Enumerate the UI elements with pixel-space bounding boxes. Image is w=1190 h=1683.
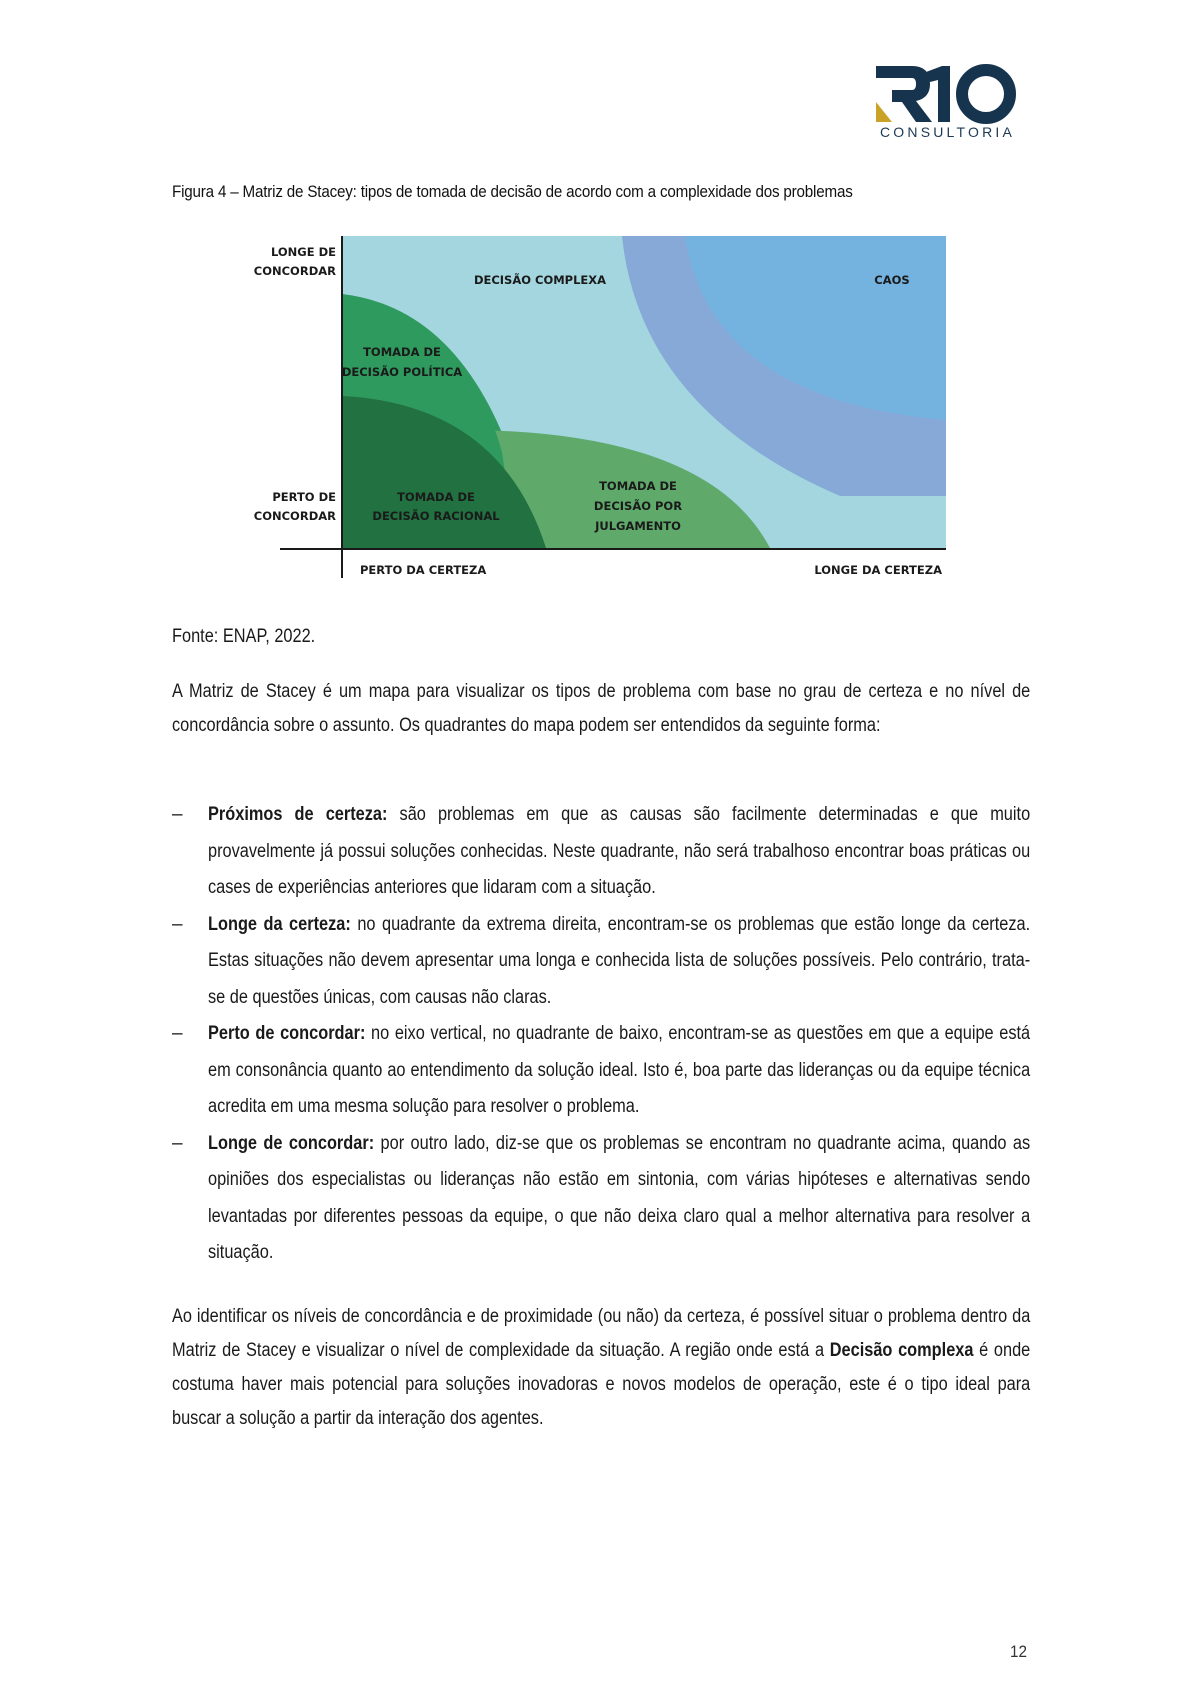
dash-marker: –	[172, 804, 183, 825]
label-politica-2: DECISÃO POLÍTICA	[341, 365, 463, 379]
label-decisao-complexa: DECISÃO COMPLEXA	[473, 273, 607, 287]
quadrant-definitions-list	[172, 797, 1030, 1272]
y-high-label-2: CONCORDAR	[253, 264, 336, 278]
x-high-label: LONGE DA CERTEZA	[814, 563, 942, 577]
closing-text-end: é onde costuma haver mais potencial para soluções inovadoras e novos modelos de operação, este é o tipo ideal para buscar a solução a partir da interação dos agentes.	[172, 1340, 1031, 1429]
closing-paragraph	[172, 1300, 1030, 1436]
term: Perto de concordar:	[208, 1023, 366, 1044]
list-item	[172, 1016, 1030, 1126]
label-racional-2: DECISÃO RACIONAL	[372, 509, 500, 523]
label-caos: CAOS	[874, 273, 910, 287]
label-julgamento-2: DECISÃO POR	[593, 499, 683, 513]
list-item	[172, 907, 1030, 1017]
list-item	[172, 1126, 1030, 1272]
definition: por outro lado, diz-se que os problemas se encontram no quadrante acima, quando as opiniões dos especialistas ou lideranças não estão em sintonia, com várias hipóteses e alternativas sendo levantadas por diferentes pessoas da equipe, o que não deixa claro qual a melhor alternativa para resolver a situação.	[208, 1132, 1031, 1263]
figure-caption: Figura 4 – Matriz de Stacey: tipos de tomada de decisão de acordo com a complexidade dos problemas	[172, 183, 853, 201]
closing-text-start: Ao identificar os níveis de concordância e de proximidade (ou não) da certeza, é possível situar o problema dentro da Matriz de Stacey e visualizar o nível de complexidade da situação. A região onde está a	[172, 1306, 1031, 1361]
term: Próximos de certeza:	[208, 804, 388, 825]
label-julgamento-3: JULGAMENTO	[595, 519, 681, 533]
label-politica-1: TOMADA DE	[363, 345, 441, 359]
term: Longe de concordar:	[208, 1132, 375, 1154]
list-item	[172, 797, 1030, 907]
definition: no eixo vertical, no quadrante de baixo, encontram-se as questões em que a equipe está em consonância quanto ao entendimento da solução ideal. Isto é, boa parte das lideranças ou da equipe técnica acredita em uma mesma solução para resolver o problema.	[208, 1023, 1031, 1117]
closing-emphasis: Decisão complexa	[829, 1340, 974, 1361]
logo-subtitle: CONSULTORIA	[880, 124, 1016, 140]
y-low-label-1: PERTO DE	[272, 490, 336, 504]
x-low-label: PERTO DA CERTEZA	[360, 563, 487, 577]
y-low-label-2: CONCORDAR	[253, 509, 336, 523]
dash-marker: –	[172, 913, 183, 935]
definition: são problemas em que as causas são facilmente determinadas e que muito provavelmente já possui soluções conhecidas. Neste quadrante, não será trabalhoso encontrar boas práticas ou cases de experiências anteriores que lidaram com a situação.	[208, 804, 1031, 898]
dash-marker: –	[172, 1132, 183, 1154]
r10-logo-mark-icon	[872, 60, 1018, 124]
intro-paragraph: A Matriz de Stacey é um mapa para visualizar os tipos de problema com base no grau de certeza e no nível de concordância sobre o assunto. Os quadrantes do mapa podem ser entendidos da seguinte forma:	[172, 681, 1031, 736]
label-racional-1: TOMADA DE	[397, 490, 475, 504]
page-number: 12	[1010, 1642, 1028, 1661]
definition: no quadrante da extrema direita, encontram-se os problemas que estão longe da certeza. Estas situações não devem apresentar uma longa e conhecida lista de soluções possíveis. Pelo contrário, trata-se de questões únicas, com causas não claras.	[208, 913, 1031, 1008]
figure-source: Fonte: ENAP, 2022.	[172, 626, 316, 647]
dash-marker: –	[172, 1023, 183, 1044]
term: Longe da certeza:	[208, 913, 351, 935]
label-julgamento-1: TOMADA DE	[599, 479, 677, 493]
stacey-matrix-diagram	[240, 220, 960, 600]
y-high-label-1: LONGE DE	[270, 245, 336, 259]
